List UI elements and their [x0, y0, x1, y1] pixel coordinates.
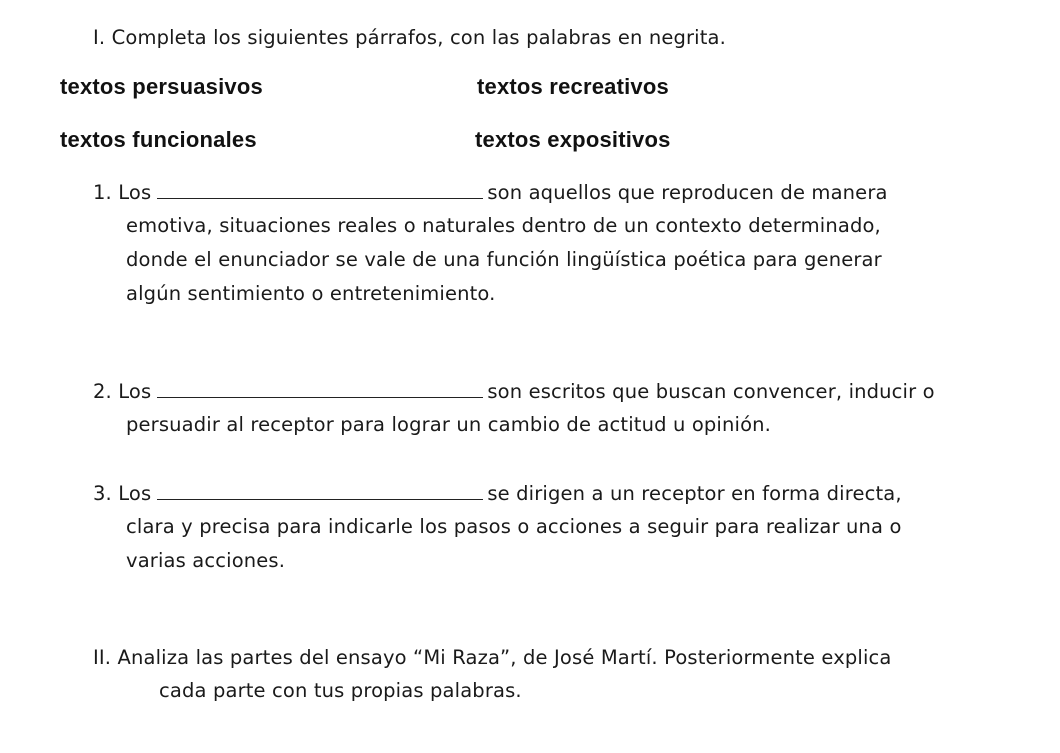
question-2-line: persuadir al receptor para lograr un cambio de actitud u opinión.: [126, 413, 772, 436]
question-1-first-line: [93, 180, 888, 204]
question-3-first-line: [93, 481, 902, 505]
question-3-line: clara y precisa para indicarle los pasos o acciones a seguir para realizar una o: [126, 515, 902, 538]
word-bank-item: textos expositivos: [475, 127, 671, 152]
answer-blank[interactable]: [157, 481, 483, 500]
word-bank-item: textos recreativos: [477, 74, 669, 99]
question-2-first-line: [93, 379, 935, 403]
question-prefix: 1. Los: [93, 181, 152, 204]
question-text: son escritos que buscan convencer, inducir o: [487, 380, 935, 403]
word-bank-item: textos persuasivos: [60, 74, 263, 99]
section2-instruction-cont: cada parte con tus propias palabras.: [159, 679, 522, 702]
answer-blank[interactable]: [157, 180, 483, 199]
question-1-line: emotiva, situaciones reales o naturales dentro de un contexto determinado,: [126, 214, 881, 237]
section2-instruction: II. Analiza las partes del ensayo “Mi Raza”, de José Martí. Posteriormente explica: [93, 646, 892, 669]
question-1-line: donde el enunciador se vale de una función lingüística poética para generar: [126, 248, 882, 271]
question-text: se dirigen a un receptor en forma directa,: [487, 482, 902, 505]
word-bank-item: textos funcionales: [60, 127, 257, 152]
question-1-line: algún sentimiento o entretenimiento.: [126, 282, 496, 305]
question-3-line: varias acciones.: [126, 549, 286, 572]
question-prefix: 3. Los: [93, 482, 152, 505]
question-text: son aquellos que reproducen de manera: [487, 181, 888, 204]
section1-instruction: I. Completa los siguientes párrafos, con las palabras en negrita.: [93, 26, 726, 49]
answer-blank[interactable]: [157, 379, 483, 398]
question-prefix: 2. Los: [93, 380, 152, 403]
